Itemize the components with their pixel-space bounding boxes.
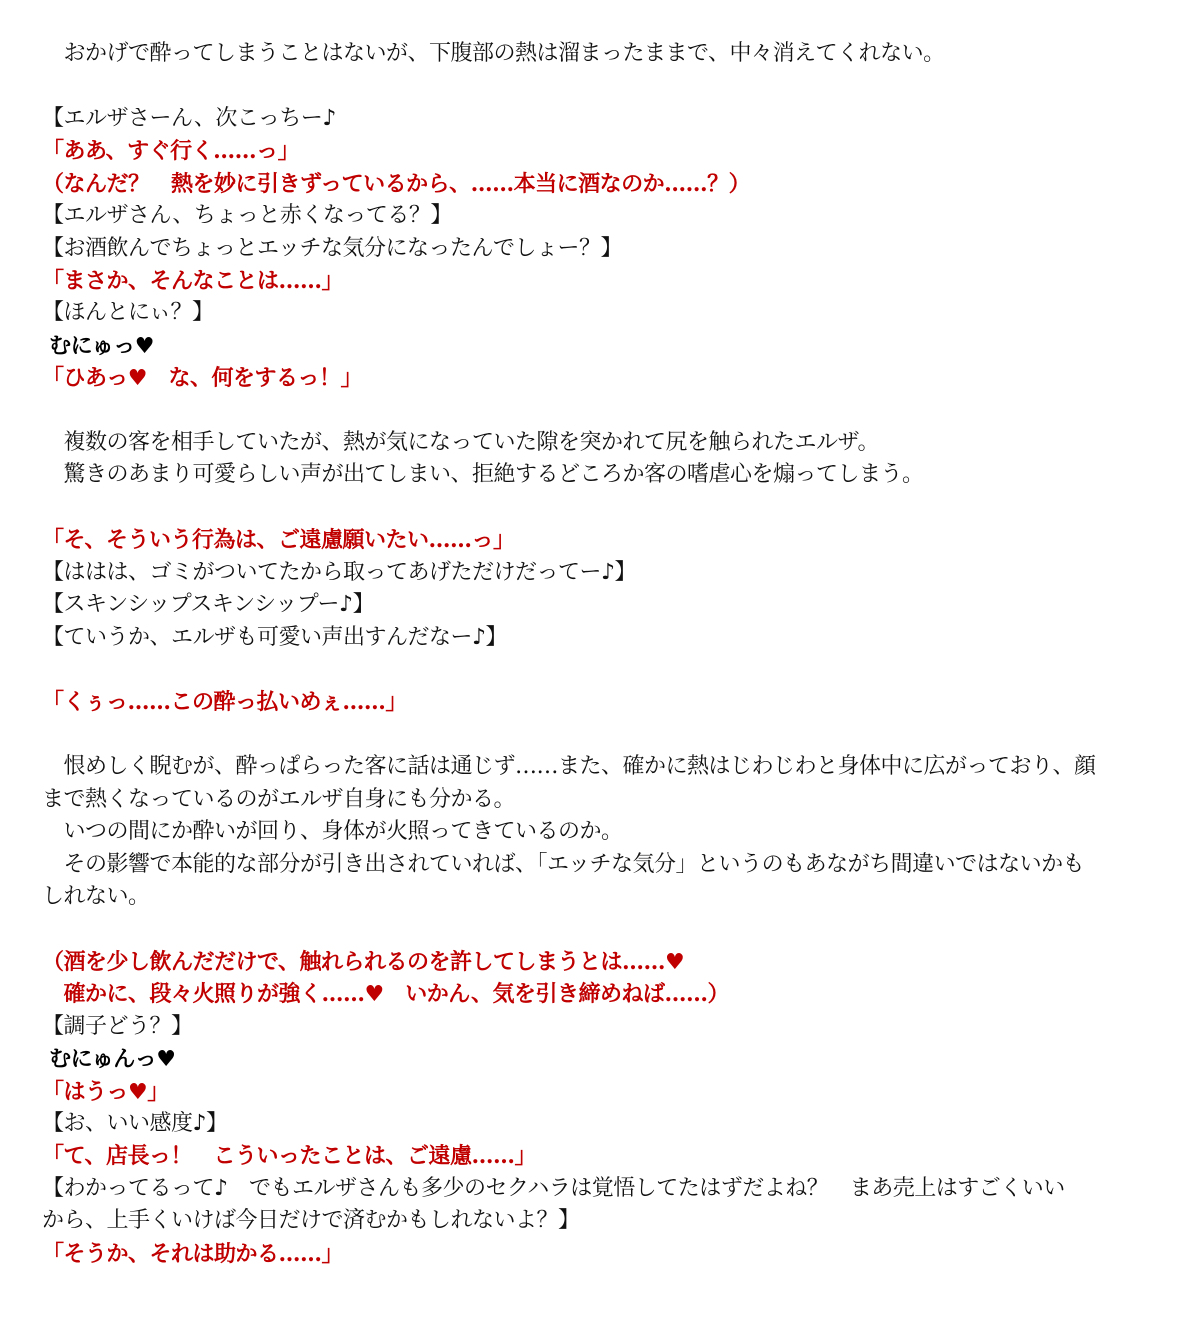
narration-line: 驚きのあまり可愛らしい声が出てしまい、拒絶するどころか客の嗜虐心を煽ってしまう。 <box>42 462 924 488</box>
speech-line: （酒を少し飲んだだけで、触れられるのを許してしまうとは……♥ <box>42 948 685 975</box>
blank-line <box>42 395 1142 427</box>
blank-line <box>42 719 1142 751</box>
narration-line: 【ていうか、エルザも可愛い声出すんだなー♪】 <box>42 624 508 650</box>
blank-line <box>42 913 1142 945</box>
narration-line: 恨めしく睨むが、酔っぱらった客に話は通じず……また、確かに熱はじわじわと身体中に広がっており、顔 <box>42 754 1096 780</box>
narration-line: 複数の客を相手していたが、熱が気になっていた隙を突かれて尻を触られたエルザ。 <box>42 430 879 456</box>
narration-line: 【エルザさーん、次こっちー♪ <box>42 105 336 131</box>
blank-line <box>42 70 1142 102</box>
document-body <box>42 38 1142 1270</box>
narration-line: 【お酒飲んでちょっとエッチな気分になったんでしょー？】 <box>42 235 623 261</box>
blank-line <box>42 654 1142 686</box>
narration-line: 【わかってるって♪ でもエルザさんも多少のセクハラは覚悟してたはずだよね？ まあ売上はすごくいい <box>42 1175 1065 1201</box>
blank-line <box>42 492 1142 524</box>
narration-line: しれない。 <box>42 883 150 909</box>
speech-line: 「はうっ♥」 <box>42 1078 169 1105</box>
sound-effect-line: むにゅんっ♥ <box>42 1046 176 1073</box>
sound-effect-line: むにゅっ♥ <box>42 332 154 359</box>
speech-line: 「ああ、すぐ行く……っ」 <box>42 138 300 165</box>
speech-line: 「ひあっ♥ な、何をするっ！」 <box>42 365 363 392</box>
narration-line: から、上手くいけば今日だけで済むかもしれないよ？】 <box>42 1208 580 1234</box>
speech-line: （なんだ？ 熱を妙に引きずっているから、……本当に酒なのか……？） <box>42 170 751 197</box>
narration-line: 【調子どう？】 <box>42 1013 193 1039</box>
speech-line: 「て、店長っ！ こういったことは、ご遠慮……」 <box>42 1143 537 1170</box>
narration-line: いつの間にか酔いが回り、身体が火照ってきているのか。 <box>42 819 623 845</box>
speech-line: 「まさか、そんなことは……」 <box>42 267 344 294</box>
speech-line: 「そ、そういう行為は、ご遠慮願いたい……っ」 <box>42 527 515 554</box>
narration-line: その影響で本能的な部分が引き出されていれば、「エッチな気分」というのもあながち間違いではないかも <box>42 851 1085 877</box>
speech-line: 「くぅっ……この酔っ払いめぇ……」 <box>42 689 407 716</box>
narration-line: 【お、いい感度♪】 <box>42 1110 228 1136</box>
narration-line: 【スキンシップスキンシップー♪】 <box>42 592 375 618</box>
narration-line: 【ははは、ゴミがついてたから取ってあげただけだってー♪】 <box>42 559 637 585</box>
narration-line: まで熱くなっているのがエルザ自身にも分かる。 <box>42 786 516 812</box>
narration-line: おかげで酔ってしまうことはないが、下腹部の熱は溜まったままで、中々消えてくれない。 <box>42 41 945 66</box>
speech-line: 確かに、段々火照りが強く……♥ いかん、気を引き締めねば……） <box>42 981 730 1008</box>
narration-line: 【エルザさん、ちょっと赤くなってる？】 <box>42 203 452 229</box>
speech-line: 「そうか、それは助かる……」 <box>42 1240 344 1267</box>
narration-line: 【ほんとにぃ？】 <box>42 300 214 326</box>
